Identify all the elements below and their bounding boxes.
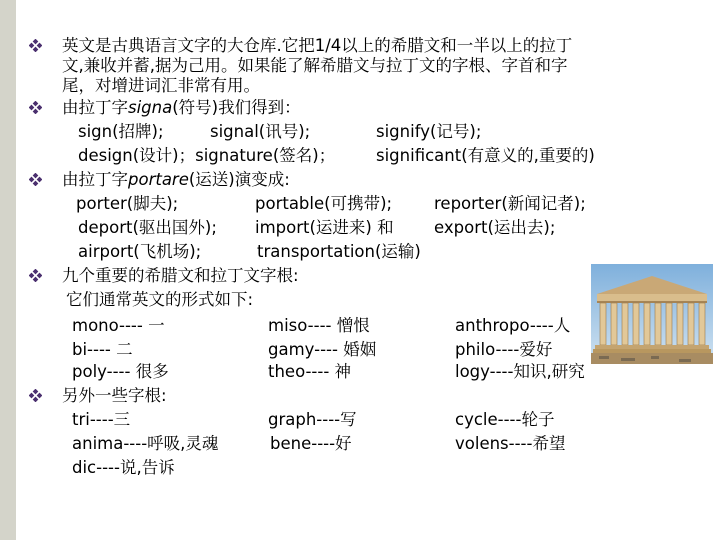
root-dic: dic----说,告诉: [72, 458, 175, 477]
root-mono: mono---- 一: [72, 316, 165, 335]
signa-heading: [62, 98, 301, 118]
signa-root: signa: [128, 98, 173, 117]
portare-heading-post: (运送)演变成:: [188, 170, 290, 189]
root-philo: philo----爱好: [455, 340, 553, 359]
signa-word-signify: signify(记号);: [376, 122, 482, 141]
signa-heading-post: (符号)我们得到：: [172, 98, 301, 117]
diamond-bullet-icon: [29, 39, 42, 52]
roots-heading: 九个重要的希腊文和拉丁文字根:: [62, 266, 299, 285]
portare-word-porter: porter(脚夫);: [76, 194, 179, 213]
portare-word-transportation: transportation(运输): [257, 242, 421, 261]
root-volens: volens----希望: [455, 434, 566, 453]
portare-heading-pre: 由拉丁字: [62, 170, 128, 189]
root-tri: tri----三: [72, 410, 131, 429]
diamond-bullet-icon: [29, 389, 42, 402]
signa-words-design-signature: design(设计)；signature(签名)；: [78, 146, 336, 165]
root-miso: miso---- 憎恨: [268, 316, 370, 335]
portare-word-import: import(运进来) 和: [255, 218, 394, 237]
intro-line-1: 英文是古典语言文字的大仓库.它把1/4以上的希腊文和一半以上的拉丁: [62, 36, 573, 55]
diamond-bullet-icon: [29, 101, 42, 114]
intro-line-3: 尾，对增进词汇非常有用。: [62, 76, 260, 95]
root-cycle: cycle----轮子: [455, 410, 555, 429]
portare-word-airport: airport(飞机场);: [78, 242, 202, 261]
portare-word-export: export(运出去);: [434, 218, 556, 237]
root-gamy: gamy---- 婚姻: [268, 340, 377, 359]
portare-word-deport: deport(驱出国外);: [78, 218, 217, 237]
portare-root: portare: [128, 170, 189, 189]
signa-word-sign: sign(招牌);: [78, 122, 164, 141]
diamond-bullet-icon: [29, 269, 42, 282]
diamond-bullet-icon: [29, 173, 42, 186]
root-graph: graph----写: [268, 410, 357, 429]
root-anthropo: anthropo----人: [455, 316, 571, 335]
signa-heading-pre: 由拉丁字: [62, 98, 128, 117]
left-decorative-bar: [0, 0, 16, 540]
root-anima: anima----呼吸,灵魂: [72, 434, 219, 453]
portare-word-reporter: reporter(新闻记者);: [434, 194, 586, 213]
other-roots-heading: 另外一些字根:: [62, 386, 167, 405]
root-bene: bene----好: [270, 434, 352, 453]
signa-word-signal: signal(讯号);: [210, 122, 311, 141]
intro-line-2: 文,兼收并蓄,据为己用。如果能了解希腊文与拉丁文的字根、字首和字: [62, 56, 568, 75]
parthenon-photo: [591, 264, 713, 364]
portare-heading: [62, 170, 290, 190]
portare-word-portable: portable(可携带);: [255, 194, 393, 213]
root-theo: theo---- 神: [268, 362, 352, 381]
root-logy: logy----知识,研究: [455, 362, 585, 381]
root-poly: poly---- 很多: [72, 362, 169, 381]
signa-word-significant: significant(有意义的,重要的): [376, 146, 595, 165]
roots-subheading: 它们通常英文的形式如下:: [66, 290, 254, 309]
root-bi: bi---- 二: [72, 340, 133, 359]
